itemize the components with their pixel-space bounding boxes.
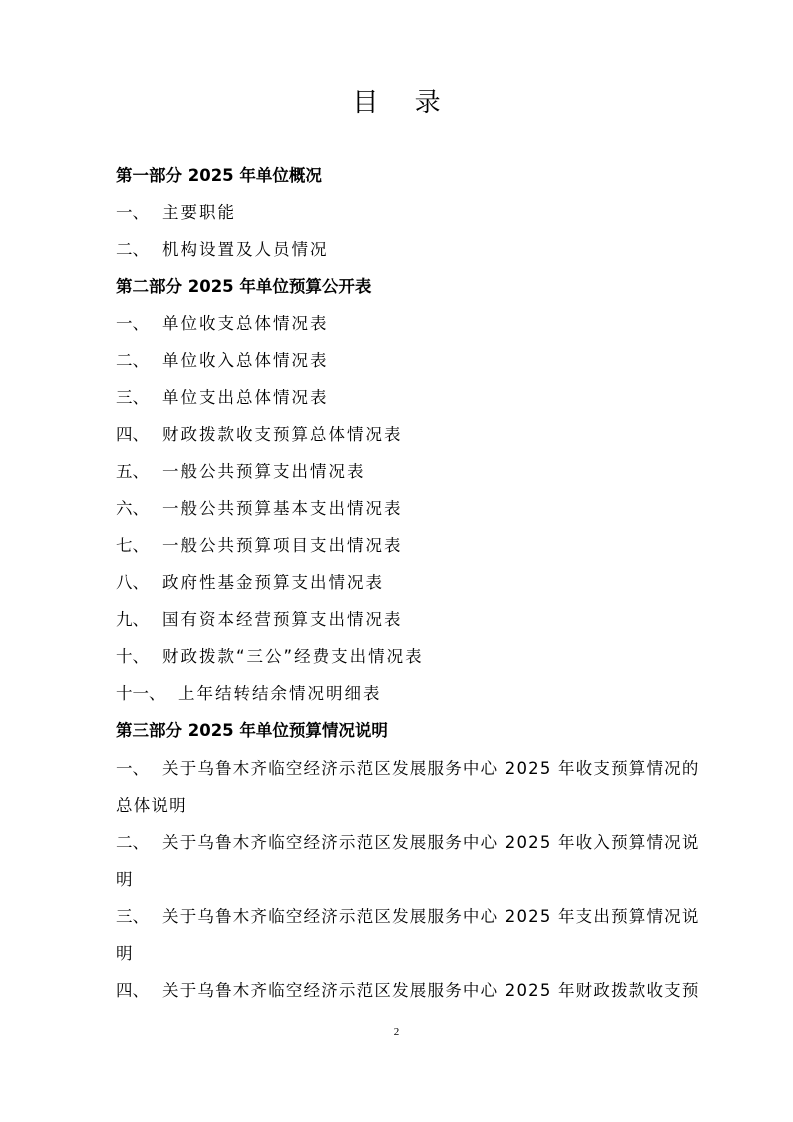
section-heading-part-3: 第三部分 2025 年单位预算情况说明 <box>116 721 388 740</box>
toc-item-number: 一、 <box>116 203 149 222</box>
toc-item-label: 上年结转结余情况明细表 <box>178 684 382 703</box>
toc-item-number: 三、 <box>116 388 149 407</box>
page-number: 2 <box>393 1026 400 1038</box>
toc-item-number: 九、 <box>116 610 149 629</box>
table-of-contents <box>116 166 716 1009</box>
toc-paragraph[interactable] <box>116 824 712 898</box>
section-heading-part-1: 第一部分 2025 年单位概况 <box>116 166 322 185</box>
toc-item-label: 单位支出总体情况表 <box>162 388 329 407</box>
toc-item[interactable] <box>116 351 716 371</box>
toc-item-label: 关于乌鲁木齐临空经济示范区发展服务中心 2025 年财政拨款收支预 <box>162 981 700 1000</box>
toc-item[interactable] <box>116 499 716 519</box>
toc-item-label: 主要职能 <box>162 203 236 222</box>
toc-item-label: 机构设置及人员情况 <box>162 240 329 259</box>
toc-item-number: 二、 <box>116 240 149 259</box>
toc-item-number: 十一、 <box>116 684 166 703</box>
toc-item-label: 关于乌鲁木齐临空经济示范区发展服务中心 2025 年支出预算情况说明 <box>116 907 700 963</box>
toc-item[interactable] <box>116 314 716 334</box>
toc-item-number: 四、 <box>116 981 149 1000</box>
toc-item-number: 一、 <box>116 314 149 333</box>
toc-item[interactable] <box>116 684 716 704</box>
toc-item[interactable] <box>116 203 716 223</box>
toc-item-number: 三、 <box>116 907 149 926</box>
toc-item-number: 六、 <box>116 499 149 518</box>
toc-paragraph[interactable] <box>116 972 712 1009</box>
toc-item-label: 一般公共预算基本支出情况表 <box>162 499 403 518</box>
toc-item-label: 一般公共预算支出情况表 <box>162 462 366 481</box>
toc-item-label: 政府性基金预算支出情况表 <box>162 573 384 592</box>
toc-item-number: 四、 <box>116 425 149 444</box>
toc-item-label: 单位收支总体情况表 <box>162 314 329 333</box>
toc-item-number: 八、 <box>116 573 149 592</box>
toc-item-number: 五、 <box>116 462 149 481</box>
toc-item-label: 一般公共预算项目支出情况表 <box>162 536 403 555</box>
toc-item[interactable] <box>116 462 716 482</box>
toc-item[interactable] <box>116 610 716 630</box>
toc-paragraph[interactable] <box>116 898 712 972</box>
toc-item[interactable] <box>116 573 716 593</box>
toc-item[interactable] <box>116 536 716 556</box>
toc-item-label: 关于乌鲁木齐临空经济示范区发展服务中心 2025 年收入预算情况说明 <box>116 833 700 889</box>
toc-paragraph[interactable] <box>116 750 712 824</box>
toc-item[interactable] <box>116 240 716 260</box>
toc-item-label: 财政拨款收支预算总体情况表 <box>162 425 403 444</box>
toc-item-number: 十、 <box>116 647 149 666</box>
toc-item[interactable] <box>116 388 716 408</box>
toc-item-label: 国有资本经营预算支出情况表 <box>162 610 403 629</box>
toc-item-number: 二、 <box>116 833 149 852</box>
toc-item[interactable] <box>116 425 716 445</box>
toc-item-label: 关于乌鲁木齐临空经济示范区发展服务中心 2025 年收支预算情况的总体说明 <box>116 759 700 815</box>
toc-item-label: 单位收入总体情况表 <box>162 351 329 370</box>
toc-item[interactable] <box>116 647 716 667</box>
toc-item-number: 七、 <box>116 536 149 555</box>
section-heading-part-2: 第二部分 2025 年单位预算公开表 <box>116 277 372 296</box>
page-title: 目 录 <box>352 88 455 118</box>
toc-item-number: 一、 <box>116 759 149 778</box>
toc-item-label: 财政拨款“三公”经费支出情况表 <box>162 647 424 666</box>
toc-item-number: 二、 <box>116 351 149 370</box>
